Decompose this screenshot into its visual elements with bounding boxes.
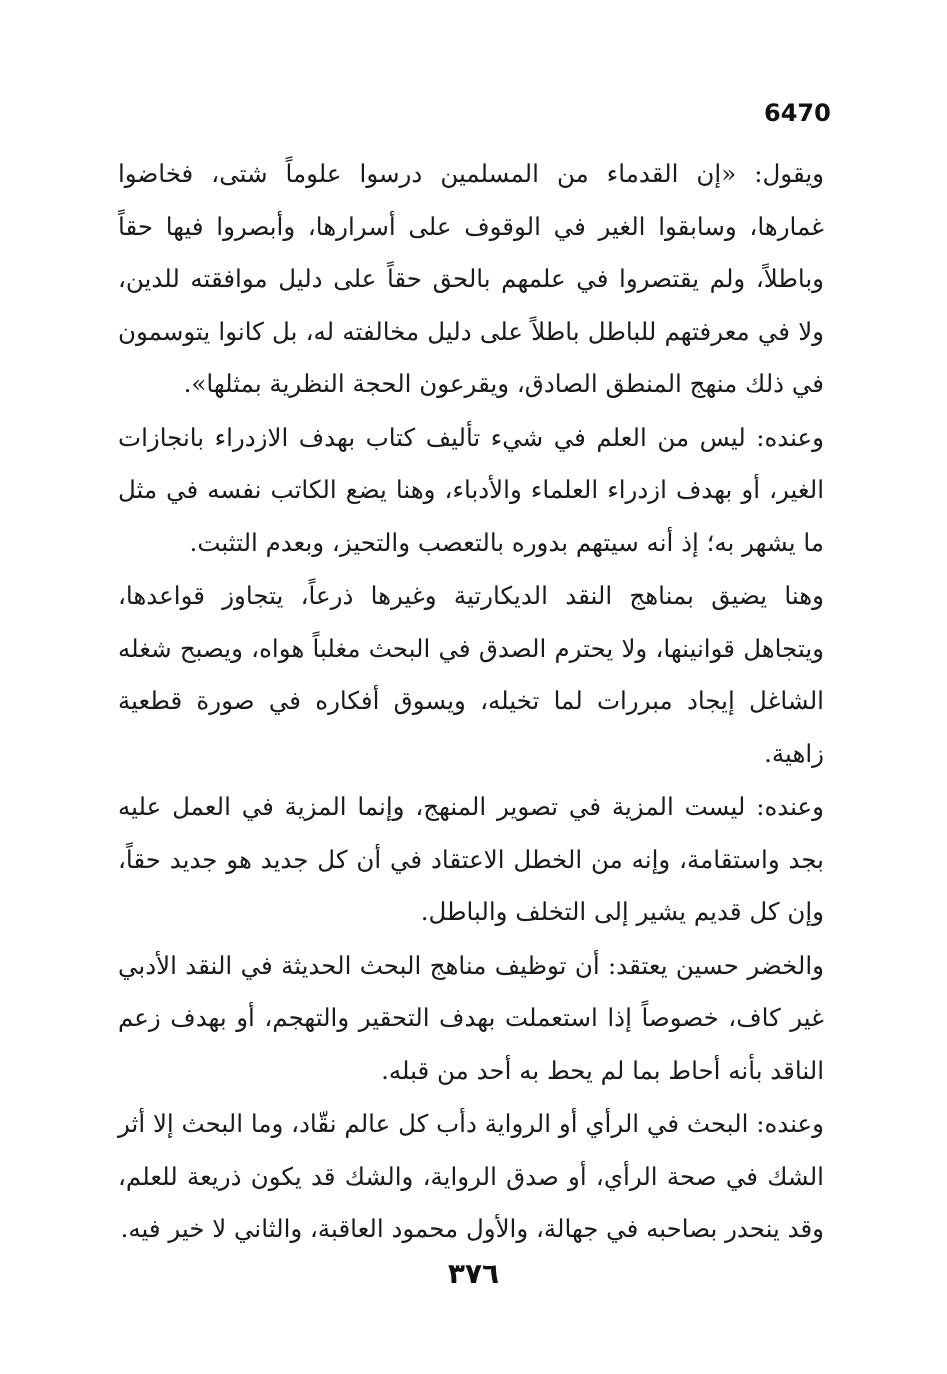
paragraph-4: وعنده: ليست المزية في تصوير المنهج، وإنما المزية في العمل عليه بجد واستقامة، وإنه من الخطل الاعتقاد في أن كل جديد هو جديد حقاً، وإن كل قديم يشير إلى التخلف والباطل. — [118, 792, 824, 926]
paragraph-6: وعنده: البحث في الرأي أو الرواية دأب كل عالم نقّاد، وما البحث إلا أثر الشك في صحة الرأي، أو صدق الرواية، والشك قد يكون ذريعة للعلم، وقد ينحدر بصاحبه في جهالة، والأول محمود العاقبة، والثاني لا خير فيه. — [118, 1109, 824, 1243]
paragraph-1: ويقول: «إن القدماء من المسلمين درسوا علوماً شتى، فخاضوا غمارها، وسابقوا الغير في الوقوف على أسرارها، وأبصروا فيها حقاً وباطلاً، ولم يقتصروا في علمهم بالحق حقاً على دليل موافقته للدين، ولا في معرفتهم للباطل باطلاً على دليل مخالفته له، بل كانوا يتوسمون في ذلك منهج المنطق الصادق، ويقرعون الحجة النظرية بمثلها». — [118, 159, 824, 398]
paragraph-5: والخضر حسين يعتقد: أن توظيف مناهج البحث الحديثة في النقد الأدبي غير كاف، خصوصاً إذا استعملت بهدف التحقير والتهجم، أو بهدف زعم الناقد بأنه أحاط بما لم يحط به أحد من قبله. — [118, 950, 824, 1085]
document-code: 6470 — [764, 99, 831, 127]
page-body — [118, 148, 824, 1257]
paragraph-3: وهنا يضيق بمناهج النقد الديكارتية وغيرها ذرعاً، يتجاوز قواعدها، ويتجاهل قوانينها، ولا يحترم الصدق في البحث مغلباً هواه، ويصبح شغله الشاغل إيجاد مبررات لما تخيله، ويسوق أفكاره في صورة قطعية زاهية. — [118, 581, 824, 768]
paragraph-2: وعنده: ليس من العلم في شيء تأليف كتاب بهدف الازدراء بانجازات الغير، أو بهدف ازدراء العلماء والأدباء، وهنا يضع الكاتب نفسه في مثل ما يشهر به؛ إذ أنه سيتهم بدوره بالتعصب والتحيز، وبعدم التثبت. — [118, 422, 824, 557]
page-number: ٣٧٦ — [447, 1257, 500, 1290]
